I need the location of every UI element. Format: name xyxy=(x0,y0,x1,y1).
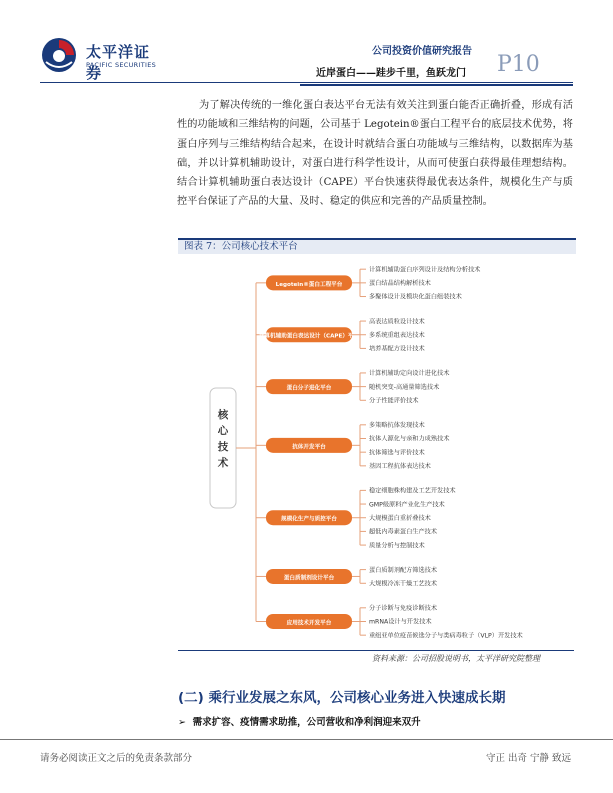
technology-item: 稳定细胞株构建及工艺开发技术 xyxy=(369,487,456,495)
technology-item: 计算机辅助定向设计进化技术 xyxy=(369,370,450,378)
technology-item: 培养基配方设计技术 xyxy=(369,345,425,353)
technology-item: 分子性能评价技术 xyxy=(369,397,419,405)
logo-english-name: PACIFIC SECURITIES xyxy=(86,61,157,69)
report-title: 近岸蛋白——跬步千里，鱼跃龙门 xyxy=(316,68,466,79)
body-paragraph: 为了解决传统的一维化蛋白表达平台无法有效关注到蛋白能否正确折叠，形成有活性的功能域和三维结构的问题，公司基于 Legotein®蛋白工程平台的底层技术优势，将蛋白序列与三维结构结合起来，在设计时就结合蛋白功能域与三维结构，以数据库为基础，并以计算机辅助设计，对蛋白进行科学性设计，从而可使蛋白获得最佳理想结构。结合计算机辅助蛋白表达设计（CAPE）平台快速获得最优表达条件，规模化生产与质控平台保证了产品的大量、及时、稳定的供应和完善的产品质量控制。 xyxy=(177,100,573,208)
technology-item: 基因工程抗体表达技术 xyxy=(369,463,431,471)
platform-label: 规模化生产与质控平台 xyxy=(281,516,337,523)
header-divider-accent xyxy=(300,84,573,86)
figure-title: 图表 7：公司核心技术平台 xyxy=(178,238,576,254)
bullet-point xyxy=(178,714,421,728)
platform-label: 计算机辅助蛋白表达设计（CAPE）平台 xyxy=(258,333,360,340)
technology-item: 多策略抗体发现技术 xyxy=(369,422,425,430)
platform-label: 蛋白质制剂设计平台 xyxy=(283,575,335,582)
technology-item: 抗体人源化与亲和力成熟技术 xyxy=(369,435,450,443)
technology-item: 重组亚单位疫苗候选分子与类病毒粒子（VLP）开发技术 xyxy=(369,632,523,640)
root-label: 核心技术 xyxy=(217,409,229,469)
technology-item: 随机突变-高通量筛选技术 xyxy=(369,383,440,391)
platform-label: 抗体开发平台 xyxy=(292,444,326,451)
technology-item: 蛋白结晶结构解析技术 xyxy=(369,280,431,288)
page-number: P10 xyxy=(497,52,540,77)
pacific-securities-logo-icon xyxy=(40,36,78,74)
platform-label: 应用技术开发平台 xyxy=(286,620,332,627)
technology-item: 高表达质粒设计技术 xyxy=(369,318,425,326)
technology-item: 分子诊断与免疫诊断技术 xyxy=(369,605,438,613)
technology-item: 蛋白质制剂配方筛选技术 xyxy=(369,566,438,574)
footer-disclaimer: 请务必阅读正文之后的免责条款部分 xyxy=(40,753,193,764)
technology-item: 多聚体设计及模块化蛋白组装技术 xyxy=(369,293,462,301)
core-technology-diagram xyxy=(178,258,574,648)
platform-label: 蛋白分子进化平台 xyxy=(286,385,332,392)
platform-label: Legotein®蛋白工程平台 xyxy=(275,281,343,288)
technology-item: 计算机辅助蛋白序列设计及结构分析技术 xyxy=(369,266,481,274)
logo-chinese-name: 太平洋证券 xyxy=(86,43,151,82)
technology-item: mRNA设计与开发技术 xyxy=(369,618,432,626)
header-divider xyxy=(40,82,573,83)
technology-item: 抗体筛选与评价技术 xyxy=(369,449,425,457)
technology-item: GMP级原料产业化生产技术 xyxy=(369,501,445,509)
bullet-text: 需求扩容、疫情需求助推，公司营收和净利润迎来双升 xyxy=(192,717,421,728)
company-logo xyxy=(40,36,160,82)
figure-source: 资料来源：公司招股说明书，太平洋研究院整理 xyxy=(372,654,540,663)
technology-item: 多系统重组表达技术 xyxy=(369,331,425,339)
footer-divider xyxy=(0,739,613,740)
section-heading: (二) 乘行业发展之东风，公司核心业务进入快速成长期 xyxy=(178,690,506,706)
technology-item: 超低内毒素蛋白生产技术 xyxy=(369,528,438,536)
footer-motto: 守正 出奇 宁静 致远 xyxy=(486,753,572,764)
report-type: 公司投资价值研究报告 xyxy=(372,46,472,57)
technology-item: 质量分析与控制技术 xyxy=(369,542,425,550)
bullet-arrow-icon: ➢ xyxy=(178,717,193,728)
technology-item: 大规模蛋白重折叠技术 xyxy=(369,514,431,522)
technology-item: 大规模冷冻干燥工艺技术 xyxy=(369,580,438,588)
figure-divider xyxy=(178,650,574,651)
